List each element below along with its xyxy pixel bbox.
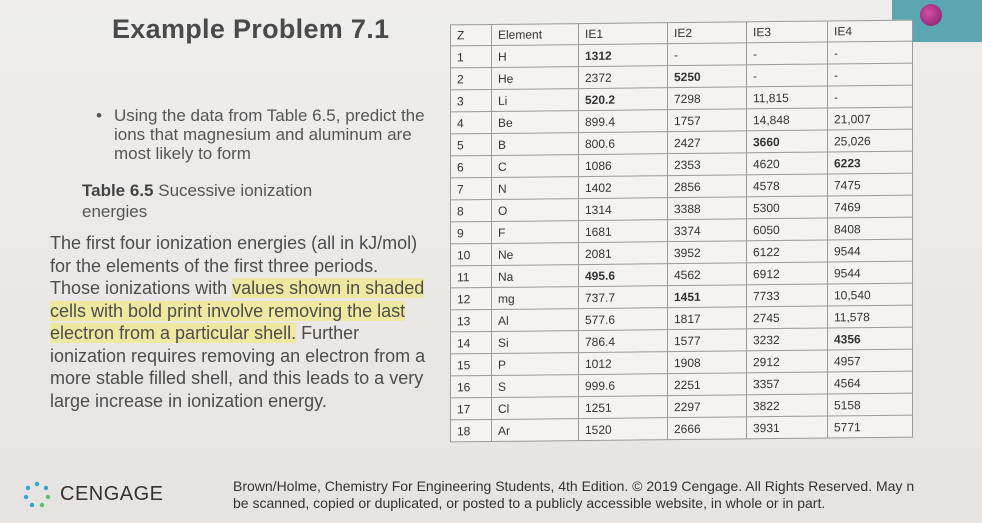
table-caption: [82, 180, 382, 222]
table-cell: S: [492, 375, 579, 398]
table-cell: 6912: [747, 262, 828, 285]
table-cell: 2353: [668, 153, 747, 176]
header-ie4: IE4: [828, 20, 913, 42]
table-cell: -: [747, 42, 828, 65]
table-cell: 3: [451, 89, 492, 111]
table-cell: 4957: [828, 349, 913, 372]
header-ie3: IE3: [747, 21, 828, 43]
table-cell: 1012: [579, 352, 668, 375]
table-cell: 1251: [579, 396, 668, 419]
table-cell: N: [492, 177, 579, 200]
footer-line-2: be scanned, copied or duplicated, or posted to a publicly accessible website, in whole or in part.: [233, 495, 826, 511]
table-cell: 1577: [668, 329, 747, 352]
table-cell: 999.6: [579, 374, 668, 397]
table-cell: 1314: [579, 198, 668, 221]
table-row: [451, 415, 913, 442]
table-cell: 4356: [828, 327, 913, 350]
table-cell: He: [492, 67, 579, 90]
bullet-text: Using the data from Table 6.5, predict the ions that magnesium and aluminum are most likely to form: [114, 106, 425, 163]
table-cell: 737.7: [579, 286, 668, 309]
ionization-energy-table: [450, 20, 913, 443]
table-cell: Na: [492, 265, 579, 288]
table-cell: 7475: [828, 173, 913, 196]
atom-orb-icon: [920, 4, 942, 26]
table-cell: 3822: [747, 394, 828, 417]
cengage-logo-text: CENGAGE: [60, 483, 164, 505]
table-cell: 3660: [747, 130, 828, 153]
table-cell: B: [492, 133, 579, 156]
table-cell: 2: [451, 67, 492, 89]
table-cell: O: [492, 199, 579, 222]
table-cell: 7: [451, 177, 492, 199]
table-cell: 4578: [747, 174, 828, 197]
table-cell: 16: [451, 375, 492, 397]
table-cell: 1: [451, 45, 492, 67]
table-cell: -: [828, 85, 913, 108]
table-cell: 2251: [668, 373, 747, 396]
table-cell: 7469: [828, 195, 913, 218]
table-cell: 1757: [668, 109, 747, 132]
table-cell: 13: [451, 309, 492, 331]
table-cell: 1681: [579, 220, 668, 243]
table-cell: 14: [451, 331, 492, 353]
table-cell: mg: [492, 287, 579, 310]
table-cell: 2372: [579, 66, 668, 89]
table-cell: F: [492, 221, 579, 244]
table-cell: 800.6: [579, 132, 668, 155]
table-cell: 8: [451, 199, 492, 221]
table-cell: P: [492, 353, 579, 376]
table-cell: 2081: [579, 242, 668, 265]
bullet-dot-icon: •: [96, 106, 102, 125]
table-cell: 6: [451, 155, 492, 177]
table-cell: 4562: [668, 263, 747, 286]
table-cell: 577.6: [579, 308, 668, 331]
table-cell: -: [828, 41, 913, 64]
table-cell: Cl: [492, 397, 579, 420]
slide-title: Example Problem 7.1: [112, 14, 390, 44]
table-cell: 3952: [668, 241, 747, 264]
table-cell: 18: [451, 419, 492, 441]
copyright-footer: [233, 478, 978, 512]
table-cell: 5300: [747, 196, 828, 219]
table-cell: 520.2: [579, 88, 668, 111]
table-cell: 786.4: [579, 330, 668, 353]
table-cell: 3357: [747, 372, 828, 395]
description-highlight: values shown in shaded cells with bold print involve removing the last electron from a particular shell.: [50, 278, 425, 343]
table-cell: 1520: [579, 418, 668, 441]
table-cell: H: [492, 45, 579, 68]
table-cell: 899.4: [579, 110, 668, 133]
header-z: Z: [451, 24, 492, 45]
table-cell: 6050: [747, 218, 828, 241]
table-cell: 10,540: [828, 283, 913, 306]
table-cell: 2856: [668, 175, 747, 198]
table-cell: 10: [451, 243, 492, 265]
table-cell: 2427: [668, 131, 747, 154]
table-cell: 6122: [747, 240, 828, 263]
table-cell: -: [828, 63, 913, 86]
footer-line-1: Brown/Holme, Chemistry For Engineering Students, 4th Edition. © 2019 Cengage. All Rights Reserved. May n: [233, 478, 915, 494]
table-cell: 6223: [828, 151, 913, 174]
table-cell: 1312: [579, 44, 668, 67]
table-cell: 7298: [668, 87, 747, 110]
table-cell: 4620: [747, 152, 828, 175]
table-cell: 4564: [828, 371, 913, 394]
table-cell: 11,815: [747, 86, 828, 109]
table-cell: 1817: [668, 307, 747, 330]
table-cell: 1086: [579, 154, 668, 177]
table-cell: 2745: [747, 306, 828, 329]
table-cell: 1908: [668, 351, 747, 374]
table-cell: 25,026: [828, 129, 913, 152]
table-cell: Ne: [492, 243, 579, 266]
table-cell: 2912: [747, 350, 828, 373]
table-cell: 5250: [668, 65, 747, 88]
table-description: [50, 232, 430, 412]
table-cell: 11: [451, 265, 492, 287]
table-cell: 12: [451, 287, 492, 309]
table-cell: 15: [451, 353, 492, 375]
table-cell: 3931: [747, 416, 828, 439]
header-element: Element: [492, 24, 579, 46]
table-cell: 11,578: [828, 305, 913, 328]
table-cell: 9544: [828, 261, 913, 284]
table-cell: 3388: [668, 197, 747, 220]
header-ie2: IE2: [668, 22, 747, 44]
table-caption-label: Table 6.5: [82, 181, 154, 200]
table-cell: 21,007: [828, 107, 913, 130]
table-cell: -: [747, 64, 828, 87]
header-ie1: IE1: [579, 23, 668, 45]
table-cell: Al: [492, 309, 579, 332]
table-cell: 3232: [747, 328, 828, 351]
table-cell: 5771: [828, 415, 913, 438]
cengage-logo-icon: [22, 480, 52, 510]
table-cell: Li: [492, 89, 579, 112]
table-cell: 5: [451, 133, 492, 155]
table-cell: 1451: [668, 285, 747, 308]
table-cell: Si: [492, 331, 579, 354]
description-part2: Further ionization requires removing an electron from a more stable filled shell, and this leads to a very large increase in ionization energy.: [50, 323, 426, 411]
table-cell: 5158: [828, 393, 913, 416]
table-cell: 4: [451, 111, 492, 133]
table-cell: 8408: [828, 217, 913, 240]
table-cell: 17: [451, 397, 492, 419]
table-cell: Be: [492, 111, 579, 134]
table-cell: 7733: [747, 284, 828, 307]
table-caption-text: Sucessive ionization energies: [82, 181, 313, 221]
table-cell: 3374: [668, 219, 747, 242]
table-cell: 9544: [828, 239, 913, 262]
table-cell: 495.6: [579, 264, 668, 287]
table-cell: Ar: [492, 419, 579, 442]
table-cell: 2666: [668, 417, 747, 440]
table-cell: -: [668, 43, 747, 66]
table-cell: C: [492, 155, 579, 178]
table-cell: 14,848: [747, 108, 828, 131]
table-cell: 9: [451, 221, 492, 243]
table-cell: 1402: [579, 176, 668, 199]
table-cell: 2297: [668, 395, 747, 418]
description-part1: The first four ionization energies (all in kJ/mol) for the elements of the first three periods. Those ionizations with: [50, 233, 418, 298]
